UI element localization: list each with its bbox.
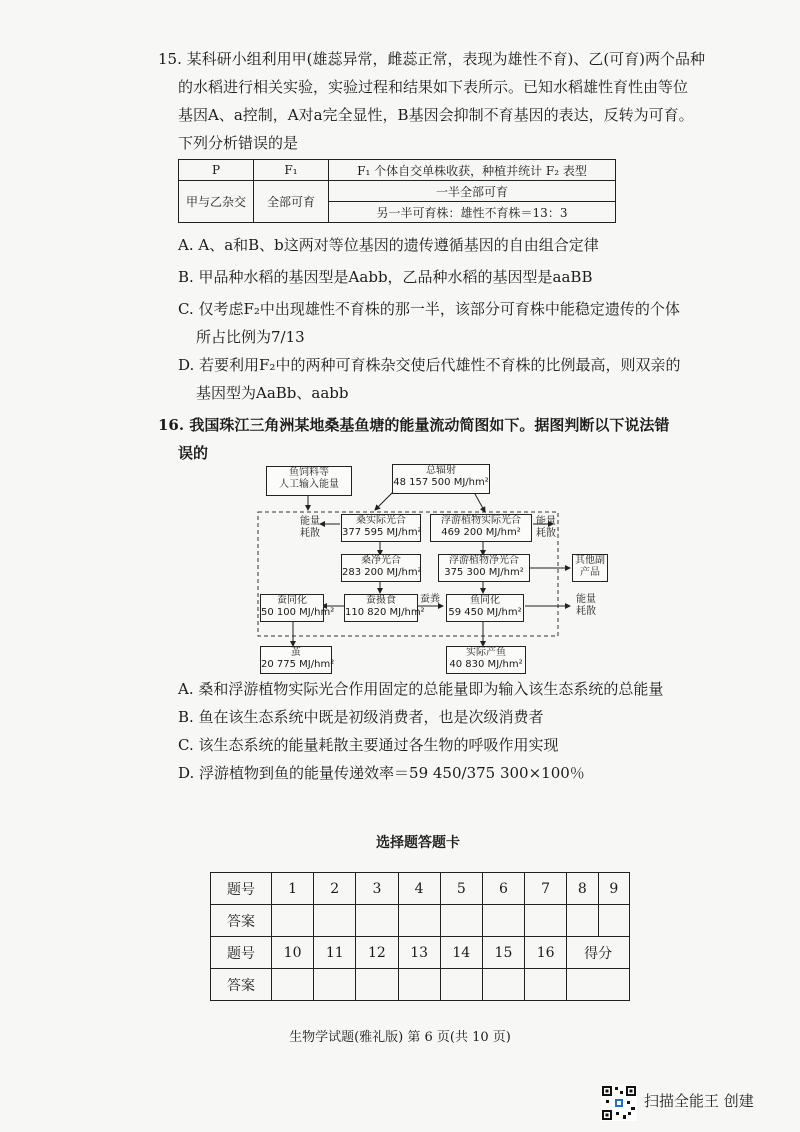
- cell-no: 13: [398, 937, 440, 969]
- cell-no: 12: [356, 937, 398, 969]
- score-label: 得分: [567, 937, 630, 969]
- cell-no: 16: [525, 937, 567, 969]
- table-row: [211, 969, 630, 1001]
- q15-line2: 的水稻进行相关实验，实验过程和结果如下表所示。已知水稻雄性育性由等位: [178, 78, 689, 96]
- answer-cell[interactable]: [398, 905, 440, 937]
- q16-option-c: C. 该生态系统的能量耗散主要通过各生物的呼吸作用实现: [178, 736, 559, 754]
- answer-cell[interactable]: [272, 969, 314, 1001]
- q15-line3: 基因A、a控制，A对a完全显性，B基因会抑制不育基因的表达，反转为可育。: [178, 106, 694, 124]
- q16-option-b: B. 鱼在该生态系统中既是初级消费者，也是次级消费者: [178, 708, 544, 726]
- q15-option-d-line1: D. 若要利用F₂中的两种可育株杂交使后代雄性不育株的比例最高，则双亲的: [178, 356, 681, 374]
- cell-no: 14: [440, 937, 482, 969]
- cell-no: 15: [482, 937, 524, 969]
- answer-cell[interactable]: [567, 905, 598, 937]
- node-mulberry-net: 桑净光合 283 200 MJ/hm²: [341, 554, 421, 582]
- q15-line4: 下列分析错误的是: [178, 134, 299, 152]
- cell-no: 4: [398, 873, 440, 905]
- table-row: [211, 873, 630, 905]
- table-header-p: P: [179, 160, 254, 181]
- node-silkworm-intake: 蚕摄食 110 820 MJ/hm²: [344, 594, 418, 622]
- answer-cell[interactable]: [440, 969, 482, 1001]
- q15-option-c-line1: C. 仅考虑F₂中出现雄性不育株的那一半，该部分可育株中能稳定遗传的个体: [178, 300, 680, 318]
- node-plankton-photosynthesis: 浮游植物实际光合 469 200 MJ/hm²: [430, 514, 532, 542]
- cell-no: 11: [314, 937, 356, 969]
- q16-line1: 16. 我国珠江三角洲某地桑基鱼塘的能量流动简图如下。据图判断以下说法错: [158, 416, 670, 434]
- label-loss-left: 能量 耗散: [300, 516, 320, 539]
- label-silkworm-feces: 蚕粪: [420, 594, 440, 605]
- score-cell[interactable]: [567, 969, 630, 1001]
- answer-cell[interactable]: [525, 969, 567, 1001]
- cell-no: 7: [525, 873, 567, 905]
- table-result1: 一半全部可育: [329, 181, 616, 202]
- answer-cell[interactable]: [272, 905, 314, 937]
- qr-code-icon: [601, 1085, 637, 1121]
- answer-cell[interactable]: [482, 905, 524, 937]
- node-silkworm-assimilation: 蚕同化 50 100 MJ/hm²: [260, 594, 324, 622]
- header-answer: 答案: [211, 969, 272, 1001]
- q15-option-c-line2: 所占比例为7/13: [196, 328, 305, 346]
- node-solar-radiation: 总辐射 48 157 500 MJ/hm²: [392, 464, 490, 494]
- answer-cell[interactable]: [356, 969, 398, 1001]
- answer-cell[interactable]: [440, 905, 482, 937]
- table-result2: 另一半可育株：雄性不育株＝13：3: [329, 202, 616, 223]
- label-loss-right: 能量 耗散: [536, 516, 556, 539]
- node-cocoon: 茧 20 775 MJ/hm²: [260, 646, 332, 674]
- cell-no: 6: [482, 873, 524, 905]
- cell-no: 9: [598, 873, 629, 905]
- q16-line2: 误的: [178, 444, 209, 462]
- q16-option-a: A. 桑和浮游植物实际光合作用固定的总能量即为输入该生态系统的总能量: [178, 680, 664, 698]
- answer-cell[interactable]: [525, 905, 567, 937]
- node-fish-output: 实际产鱼 40 830 MJ/hm²: [446, 646, 526, 674]
- header-question-no: 题号: [211, 937, 272, 969]
- table-row: [211, 937, 630, 969]
- table-cross: 甲与乙杂交: [179, 181, 254, 223]
- table-header-f1: F₁: [254, 160, 329, 181]
- scanner-brand-label: 扫描全能王 创建: [644, 1092, 754, 1110]
- header-question-no: 题号: [211, 873, 272, 905]
- q15-line1: 15. 某科研小组利用甲(雄蕊异常，雌蕊正常，表现为雄性不育)、乙(可育)两个品种: [158, 50, 706, 68]
- node-plankton-net: 浮游植物净光合 375 300 MJ/hm²: [438, 554, 530, 582]
- answer-cell[interactable]: [398, 969, 440, 1001]
- cell-no: 8: [567, 873, 598, 905]
- cell-no: 3: [356, 873, 398, 905]
- node-mulberry-photosynthesis: 桑实际光合 377 595 MJ/hm²: [341, 514, 421, 542]
- table-row: [211, 905, 630, 937]
- page-footer: 生物学试题(雅礼版) 第 6 页(共 10 页): [289, 1030, 511, 1045]
- q16-option-d: D. 浮游植物到鱼的能量传递效率＝59 450/375 300×100％: [178, 764, 585, 782]
- cell-no: 1: [272, 873, 314, 905]
- answer-cell[interactable]: [598, 905, 629, 937]
- answer-cell[interactable]: [314, 905, 356, 937]
- answer-card-title: 选择题答题卡: [376, 835, 460, 851]
- node-fish-assimilation: 鱼同化 59 450 MJ/hm²: [446, 594, 524, 622]
- table-header-f2: F₁ 个体自交单株收获，种植并统计 F₂ 表型: [329, 160, 616, 181]
- answer-cell[interactable]: [314, 969, 356, 1001]
- table-f1: 全部可育: [254, 181, 329, 223]
- cell-no: 2: [314, 873, 356, 905]
- answer-cell[interactable]: [356, 905, 398, 937]
- answer-card-table: [210, 872, 630, 1001]
- q15-option-a: A. A、a和B、b这两对等位基因的遗传遵循基因的自由组合定律: [178, 236, 599, 254]
- node-other-products: 其他副 产品: [572, 554, 608, 582]
- cell-no: 10: [272, 937, 314, 969]
- label-loss-right2: 能量 耗散: [576, 594, 596, 617]
- cell-no: 5: [440, 873, 482, 905]
- node-artificial-input: 鱼饲料等 人工输入能量: [266, 466, 352, 496]
- q15-option-b: B. 甲品种水稻的基因型是Aabb，乙品种水稻的基因型是aaBB: [178, 268, 593, 286]
- q15-option-d-line2: 基因型为AaBb、aabb: [196, 384, 349, 402]
- header-answer: 答案: [211, 905, 272, 937]
- answer-cell[interactable]: [482, 969, 524, 1001]
